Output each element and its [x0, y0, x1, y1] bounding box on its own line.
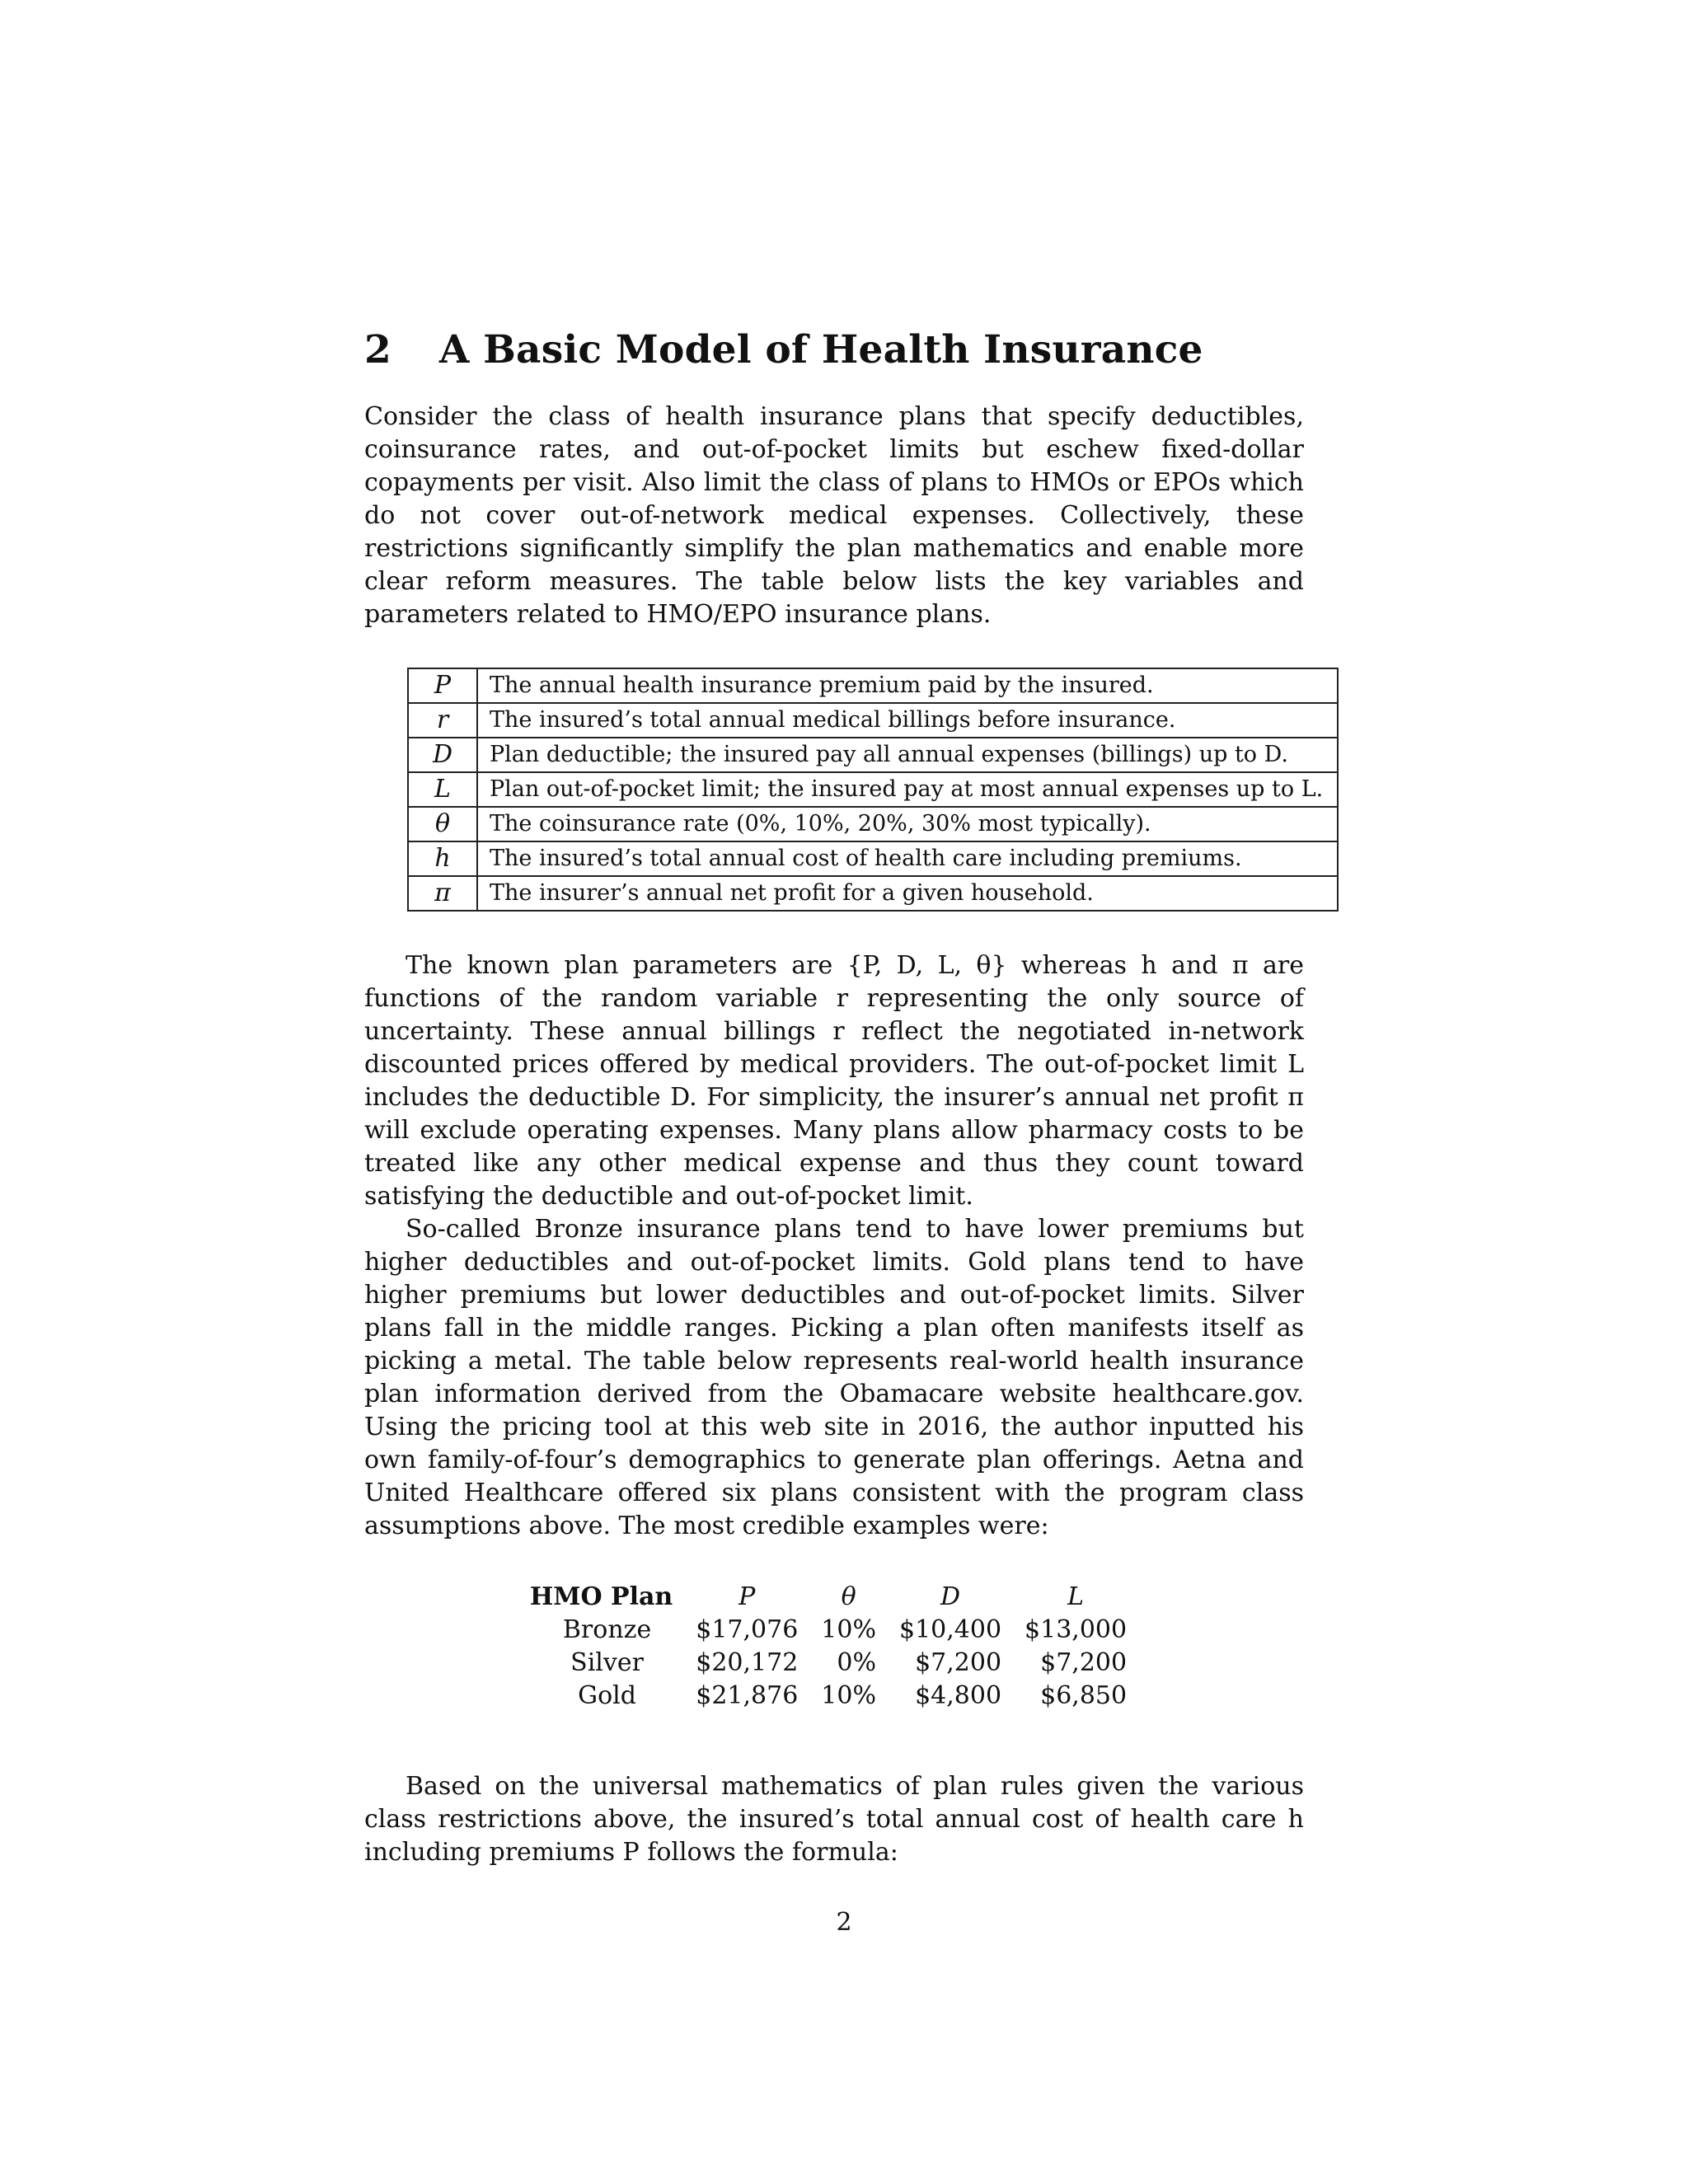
- plan-name: Silver: [570, 1648, 644, 1678]
- variable-description: The coinsurance rate (0%, 10%, 20%, 30% most typically).: [477, 807, 1338, 841]
- variable-description: The insurer’s annual net profit for a given household.: [477, 876, 1338, 911]
- page-number: 2: [836, 1908, 852, 1937]
- variable-symbol: π: [408, 876, 477, 911]
- paragraph-metal-plans: So-called Bronze insurance plans tend to have lower premiums but higher deductibles and out-of-pocket limits. Gold plans tend to have higher premiums but lower deductibles and out-of-pocket limits. Silver plans fall in the middle ranges. Picking a plan often manifests itself as picking a metal. The table below represents real-world health insurance plan information derived from the Obamacare website healthcare.gov. Using the pricing tool at this web site in 2016, the author inputted his own family-of-four’s demographics to generate plan offerings. Aetna and United Healthcare offered six plans consistent with the program class assumptions above. The most credible examples were:: [364, 1215, 1304, 1541]
- table-row: [408, 772, 1338, 807]
- table-header-row: [530, 1581, 1138, 1614]
- variable-symbol: h: [408, 841, 477, 876]
- table-row: [408, 841, 1338, 876]
- column-header-deductible: D: [940, 1582, 961, 1612]
- column-header-premium: P: [738, 1582, 756, 1612]
- plan-limit: $13,000: [1025, 1615, 1128, 1645]
- paragraph-parameters: The known plan parameters are {P, D, L, θ} whereas h and π are functions of the random variable r representing the only source of uncertainty. These annual billings r reflect the negotiated in-network discounted prices offered by medical providers. The out-of-pocket limit L includes the deductible D. For simplicity, the insurer’s annual net profit π will exclude operating expenses. Many plans allow pharmacy costs to be treated like any other medical expense and thus they count toward satisfying the deductible and out-of-pocket limit.: [364, 951, 1304, 1212]
- variable-symbol: P: [408, 668, 477, 703]
- table-row: [530, 1614, 1138, 1647]
- variable-symbol: D: [408, 738, 477, 772]
- variable-description: The insured’s total annual medical billings before insurance.: [477, 703, 1338, 738]
- page-content: [364, 327, 1324, 1869]
- section-number: 2: [364, 327, 392, 373]
- table-row: [408, 668, 1338, 703]
- plan-premium: $21,876: [696, 1681, 799, 1711]
- plan-limit: $6,850: [1040, 1681, 1128, 1711]
- paragraph-intro: Consider the class of health insurance plans that specify deductibles, coinsurance rates, and out-of-pocket limits but eschew fixed-dollar copayments per visit. Also limit the class of plans to HMOs or EPOs which do not cover out-of-network medical expenses. Collectively, these restrictions significantly simplify the plan mathematics and enable more clear reform measures. The table below lists the key variables and parameters related to HMO/EPO insurance plans.: [364, 402, 1304, 630]
- plan-premium: $17,076: [696, 1615, 799, 1645]
- table-row: [408, 807, 1338, 841]
- table-row: [530, 1680, 1138, 1713]
- plan-premium: $20,172: [696, 1648, 799, 1678]
- variable-description: The annual health insurance premium paid by the insured.: [477, 668, 1338, 703]
- table-row: [408, 703, 1338, 738]
- section-title: A Basic Model of Health Insurance: [438, 327, 1203, 373]
- plan-name: Gold: [578, 1681, 636, 1711]
- variable-description: Plan out-of-pocket limit; the insured pay at most annual expenses up to L.: [477, 772, 1338, 807]
- section-heading: [364, 328, 1304, 373]
- table-row: [408, 876, 1338, 911]
- variable-description: Plan deductible; the insured pay all annual expenses (billings) up to D.: [477, 738, 1338, 772]
- plan-limit: $7,200: [1040, 1648, 1128, 1678]
- hmo-plan-table: [530, 1581, 1138, 1713]
- paragraph-formula-intro: Based on the universal mathematics of plan rules given the various class restrictions above, the insured’s total annual cost of health care h including premiums P follows the formula:: [364, 1772, 1304, 1868]
- column-header-coinsurance: θ: [841, 1582, 856, 1612]
- table-row: [408, 738, 1338, 772]
- column-header-limit: L: [1067, 1582, 1085, 1612]
- plan-name: Bronze: [562, 1615, 652, 1645]
- variable-description: The insured’s total annual cost of health care including premiums.: [477, 841, 1338, 876]
- plan-coinsurance: 0%: [837, 1648, 876, 1678]
- variable-symbol: L: [408, 772, 477, 807]
- variable-symbol: θ: [408, 807, 477, 841]
- plan-deductible: $4,800: [915, 1681, 1002, 1711]
- plan-coinsurance: 10%: [821, 1615, 876, 1645]
- column-header-plan: HMO Plan: [529, 1582, 673, 1612]
- variable-symbol: r: [408, 703, 477, 738]
- plan-deductible: $7,200: [915, 1648, 1002, 1678]
- variables-table: [407, 668, 1339, 912]
- table-row: [530, 1647, 1138, 1680]
- plan-coinsurance: 10%: [821, 1681, 876, 1711]
- plan-deductible: $10,400: [898, 1615, 1002, 1645]
